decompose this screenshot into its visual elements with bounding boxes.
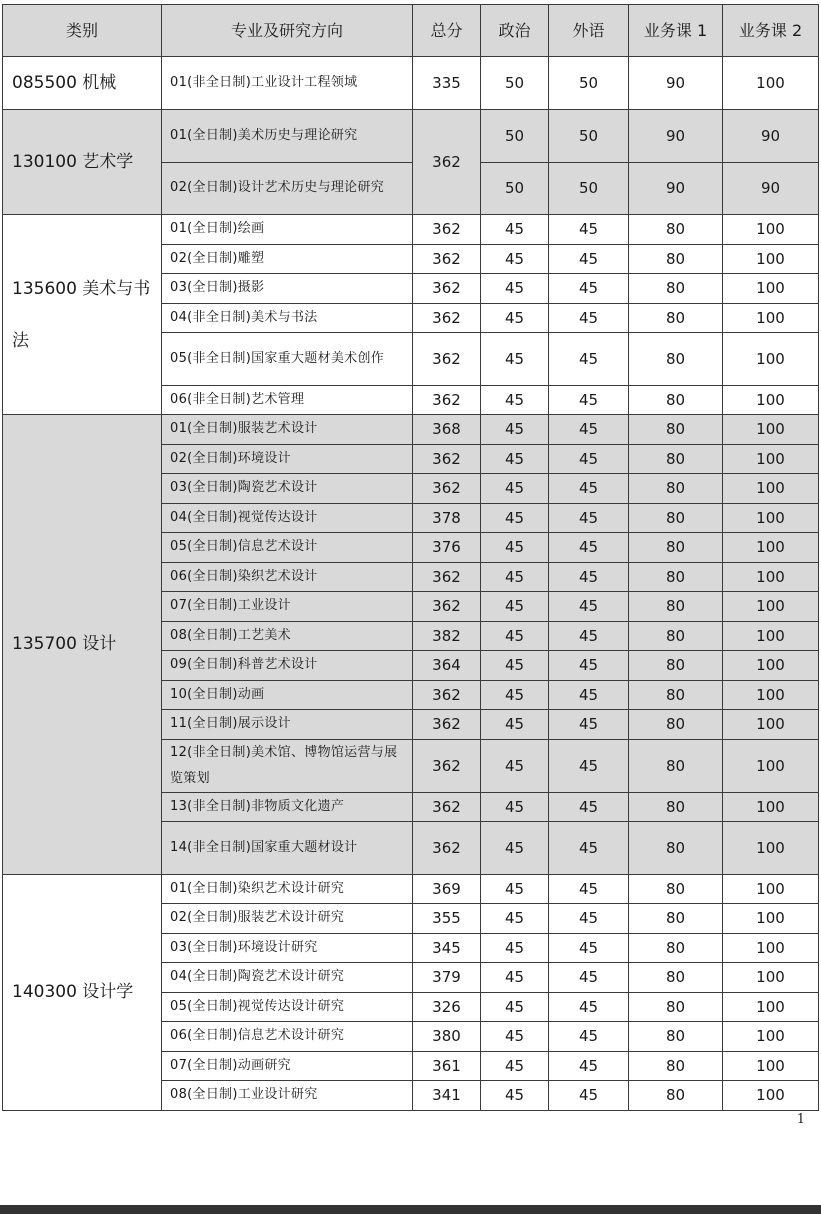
course2-cell: 90 (723, 110, 819, 163)
direction-cell: 04(非全日制)美术与书法 (162, 303, 413, 333)
language-cell: 45 (549, 415, 629, 445)
course2-cell: 100 (723, 274, 819, 304)
language-cell: 45 (549, 215, 629, 245)
total-cell: 362 (413, 739, 481, 792)
table-row (3, 57, 819, 110)
direction-cell: 03(全日制)环境设计研究 (162, 933, 413, 963)
direction-cell: 01(非全日制)工业设计工程领域 (162, 57, 413, 110)
language-cell: 45 (549, 792, 629, 822)
course1-cell: 80 (629, 385, 723, 415)
direction-cell: 01(全日制)美术历史与理论研究 (162, 110, 413, 163)
language-cell: 45 (549, 874, 629, 904)
politics-cell: 45 (481, 244, 549, 274)
language-cell: 50 (549, 57, 629, 110)
course1-cell: 80 (629, 963, 723, 993)
total-cell: 362 (413, 385, 481, 415)
table-row (3, 415, 819, 445)
course2-cell: 90 (723, 162, 819, 215)
category-cell: 135700 设计 (3, 415, 162, 875)
language-cell: 45 (549, 244, 629, 274)
total-cell: 345 (413, 933, 481, 963)
politics-cell: 45 (481, 992, 549, 1022)
course1-cell: 80 (629, 474, 723, 504)
politics-cell: 45 (481, 710, 549, 740)
total-cell: 362 (413, 710, 481, 740)
direction-cell: 08(全日制)工艺美术 (162, 621, 413, 651)
course1-cell: 80 (629, 992, 723, 1022)
politics-cell: 45 (481, 1081, 549, 1111)
direction-cell: 10(全日制)动画 (162, 680, 413, 710)
language-cell: 45 (549, 533, 629, 563)
course1-cell: 80 (629, 415, 723, 445)
politics-cell: 45 (481, 274, 549, 304)
politics-cell: 45 (481, 874, 549, 904)
direction-cell: 07(全日制)动画研究 (162, 1051, 413, 1081)
course1-cell: 80 (629, 1051, 723, 1081)
politics-cell: 50 (481, 110, 549, 163)
total-cell: 326 (413, 992, 481, 1022)
course1-cell: 80 (629, 651, 723, 681)
politics-cell: 45 (481, 503, 549, 533)
course1-cell: 80 (629, 244, 723, 274)
bottom-bar (0, 1205, 821, 1214)
header-language: 外语 (549, 5, 629, 57)
language-cell: 45 (549, 474, 629, 504)
total-cell: 382 (413, 621, 481, 651)
direction-cell: 03(全日制)陶瓷艺术设计 (162, 474, 413, 504)
course2-cell: 100 (723, 739, 819, 792)
course2-cell: 100 (723, 503, 819, 533)
course1-cell: 80 (629, 822, 723, 875)
politics-cell: 45 (481, 562, 549, 592)
language-cell: 50 (549, 110, 629, 163)
language-cell: 50 (549, 162, 629, 215)
table-row (3, 874, 819, 904)
course1-cell: 80 (629, 215, 723, 245)
header-course2: 业务课 2 (723, 5, 819, 57)
direction-cell: 09(全日制)科普艺术设计 (162, 651, 413, 681)
course1-cell: 80 (629, 710, 723, 740)
language-cell: 45 (549, 933, 629, 963)
politics-cell: 45 (481, 444, 549, 474)
total-cell: 362 (413, 110, 481, 215)
header-direction: 专业及研究方向 (162, 5, 413, 57)
score-table (2, 4, 819, 1111)
language-cell: 45 (549, 963, 629, 993)
course1-cell: 80 (629, 1022, 723, 1052)
course2-cell: 100 (723, 215, 819, 245)
total-cell: 362 (413, 680, 481, 710)
course1-cell: 80 (629, 303, 723, 333)
language-cell: 45 (549, 1051, 629, 1081)
language-cell: 45 (549, 503, 629, 533)
course2-cell: 100 (723, 621, 819, 651)
course2-cell: 100 (723, 792, 819, 822)
politics-cell: 45 (481, 1051, 549, 1081)
direction-cell: 12(非全日制)美术馆、博物馆运营与展览策划 (162, 739, 413, 792)
politics-cell: 45 (481, 739, 549, 792)
total-cell: 361 (413, 1051, 481, 1081)
politics-cell: 45 (481, 385, 549, 415)
course2-cell: 100 (723, 474, 819, 504)
table-row (3, 215, 819, 245)
politics-cell: 45 (481, 415, 549, 445)
course1-cell: 80 (629, 904, 723, 934)
header-course1: 业务课 1 (629, 5, 723, 57)
language-cell: 45 (549, 710, 629, 740)
course2-cell: 100 (723, 680, 819, 710)
politics-cell: 45 (481, 1022, 549, 1052)
total-cell: 362 (413, 474, 481, 504)
language-cell: 45 (549, 562, 629, 592)
direction-cell: 07(全日制)工业设计 (162, 592, 413, 622)
course1-cell: 90 (629, 162, 723, 215)
category-cell: 130100 艺术学 (3, 110, 162, 215)
course1-cell: 80 (629, 680, 723, 710)
direction-cell: 04(全日制)陶瓷艺术设计研究 (162, 963, 413, 993)
course2-cell: 100 (723, 333, 819, 386)
direction-cell: 01(全日制)绘画 (162, 215, 413, 245)
header-total: 总分 (413, 5, 481, 57)
course1-cell: 80 (629, 333, 723, 386)
total-cell: 355 (413, 904, 481, 934)
course2-cell: 100 (723, 992, 819, 1022)
direction-cell: 01(全日制)服装艺术设计 (162, 415, 413, 445)
table-body (3, 57, 819, 1111)
direction-cell: 05(全日制)信息艺术设计 (162, 533, 413, 563)
total-cell: 369 (413, 874, 481, 904)
politics-cell: 45 (481, 822, 549, 875)
header-row (3, 5, 819, 57)
total-cell: 362 (413, 792, 481, 822)
category-cell: 085500 机械 (3, 57, 162, 110)
direction-cell: 08(全日制)工业设计研究 (162, 1081, 413, 1111)
course2-cell: 100 (723, 562, 819, 592)
language-cell: 45 (549, 822, 629, 875)
direction-cell: 02(全日制)雕塑 (162, 244, 413, 274)
language-cell: 45 (549, 274, 629, 304)
direction-cell: 14(非全日制)国家重大题材设计 (162, 822, 413, 875)
table-header (3, 5, 819, 57)
total-cell: 362 (413, 562, 481, 592)
language-cell: 45 (549, 1081, 629, 1111)
course1-cell: 90 (629, 110, 723, 163)
course1-cell: 80 (629, 621, 723, 651)
course2-cell: 100 (723, 822, 819, 875)
total-cell: 335 (413, 57, 481, 110)
page-number: 1 (796, 1112, 805, 1127)
direction-cell: 01(全日制)染织艺术设计研究 (162, 874, 413, 904)
course2-cell: 100 (723, 933, 819, 963)
header-politics: 政治 (481, 5, 549, 57)
total-cell: 362 (413, 244, 481, 274)
direction-cell: 06(全日制)信息艺术设计研究 (162, 1022, 413, 1052)
politics-cell: 45 (481, 533, 549, 563)
course2-cell: 100 (723, 1081, 819, 1111)
category-cell: 135600 美术与书法 (3, 215, 162, 415)
course1-cell: 80 (629, 533, 723, 563)
course1-cell: 80 (629, 874, 723, 904)
direction-cell: 02(全日制)环境设计 (162, 444, 413, 474)
course1-cell: 80 (629, 562, 723, 592)
language-cell: 45 (549, 303, 629, 333)
politics-cell: 45 (481, 680, 549, 710)
course2-cell: 100 (723, 385, 819, 415)
politics-cell: 50 (481, 57, 549, 110)
course1-cell: 80 (629, 444, 723, 474)
politics-cell: 45 (481, 933, 549, 963)
course1-cell: 80 (629, 592, 723, 622)
direction-cell: 05(全日制)视觉传达设计研究 (162, 992, 413, 1022)
header-category: 类别 (3, 5, 162, 57)
course1-cell: 80 (629, 792, 723, 822)
course2-cell: 100 (723, 710, 819, 740)
course2-cell: 100 (723, 1022, 819, 1052)
total-cell: 368 (413, 415, 481, 445)
category-cell: 140300 设计学 (3, 874, 162, 1110)
politics-cell: 45 (481, 651, 549, 681)
course2-cell: 100 (723, 533, 819, 563)
total-cell: 379 (413, 963, 481, 993)
course2-cell: 100 (723, 415, 819, 445)
politics-cell: 45 (481, 792, 549, 822)
course2-cell: 100 (723, 904, 819, 934)
course1-cell: 90 (629, 57, 723, 110)
direction-cell: 11(全日制)展示设计 (162, 710, 413, 740)
course1-cell: 80 (629, 1081, 723, 1111)
direction-cell: 06(非全日制)艺术管理 (162, 385, 413, 415)
total-cell: 362 (413, 333, 481, 386)
direction-cell: 03(全日制)摄影 (162, 274, 413, 304)
politics-cell: 50 (481, 162, 549, 215)
direction-cell: 06(全日制)染织艺术设计 (162, 562, 413, 592)
language-cell: 45 (549, 1022, 629, 1052)
direction-cell: 13(非全日制)非物质文化遗产 (162, 792, 413, 822)
politics-cell: 45 (481, 333, 549, 386)
politics-cell: 45 (481, 621, 549, 651)
course1-cell: 80 (629, 739, 723, 792)
direction-cell: 04(全日制)视觉传达设计 (162, 503, 413, 533)
politics-cell: 45 (481, 474, 549, 504)
course2-cell: 100 (723, 244, 819, 274)
course1-cell: 80 (629, 933, 723, 963)
course1-cell: 80 (629, 274, 723, 304)
language-cell: 45 (549, 333, 629, 386)
language-cell: 45 (549, 992, 629, 1022)
language-cell: 45 (549, 592, 629, 622)
total-cell: 364 (413, 651, 481, 681)
total-cell: 376 (413, 533, 481, 563)
course2-cell: 100 (723, 57, 819, 110)
total-cell: 380 (413, 1022, 481, 1052)
language-cell: 45 (549, 444, 629, 474)
course2-cell: 100 (723, 963, 819, 993)
total-cell: 362 (413, 274, 481, 304)
language-cell: 45 (549, 904, 629, 934)
course1-cell: 80 (629, 503, 723, 533)
course2-cell: 100 (723, 592, 819, 622)
language-cell: 45 (549, 651, 629, 681)
total-cell: 362 (413, 444, 481, 474)
language-cell: 45 (549, 621, 629, 651)
course2-cell: 100 (723, 303, 819, 333)
direction-cell: 05(非全日制)国家重大题材美术创作 (162, 333, 413, 386)
politics-cell: 45 (481, 215, 549, 245)
total-cell: 341 (413, 1081, 481, 1111)
language-cell: 45 (549, 739, 629, 792)
course2-cell: 100 (723, 874, 819, 904)
language-cell: 45 (549, 680, 629, 710)
total-cell: 362 (413, 303, 481, 333)
total-cell: 362 (413, 215, 481, 245)
course2-cell: 100 (723, 444, 819, 474)
politics-cell: 45 (481, 592, 549, 622)
course2-cell: 100 (723, 1051, 819, 1081)
table-row (3, 110, 819, 163)
politics-cell: 45 (481, 904, 549, 934)
total-cell: 378 (413, 503, 481, 533)
course2-cell: 100 (723, 651, 819, 681)
politics-cell: 45 (481, 303, 549, 333)
politics-cell: 45 (481, 963, 549, 993)
language-cell: 45 (549, 385, 629, 415)
direction-cell: 02(全日制)服装艺术设计研究 (162, 904, 413, 934)
direction-cell: 02(全日制)设计艺术历史与理论研究 (162, 162, 413, 215)
total-cell: 362 (413, 592, 481, 622)
total-cell: 362 (413, 822, 481, 875)
